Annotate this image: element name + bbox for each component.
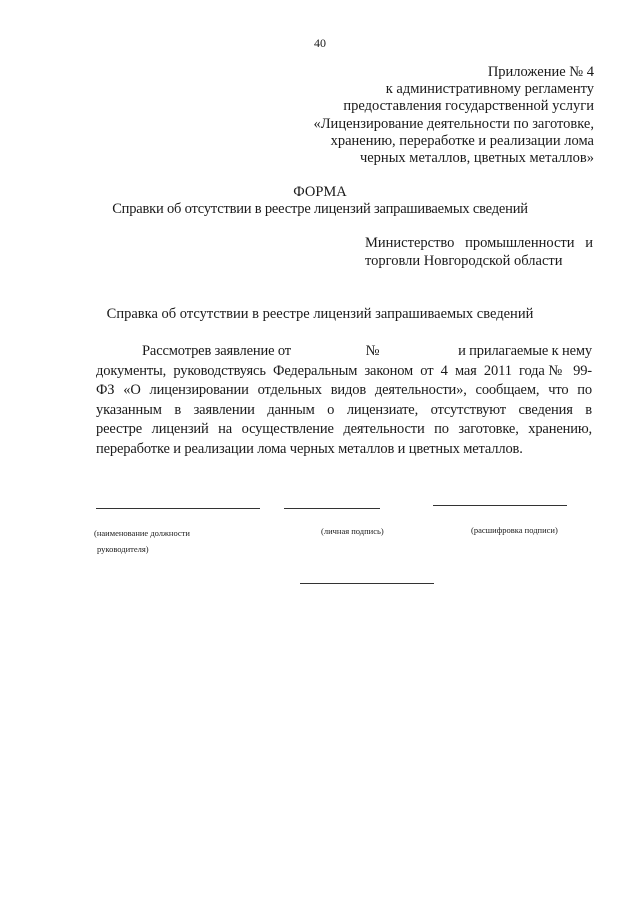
body-first-line	[96, 342, 592, 362]
signature-decoding-line	[433, 505, 567, 506]
position-signature-line	[96, 508, 260, 509]
body-line: переработке и реализации лома черных металлов и цветных металлов.	[96, 440, 523, 457]
form-title: ФОРМА	[293, 184, 347, 200]
appendix-line: предоставления государственной услуги	[343, 98, 594, 115]
body-line: ФЗ «О лицензировании отдельных видов деятельности», сообщаем, что по	[96, 382, 592, 399]
number-sign: №	[365, 343, 380, 359]
body-text-fragment: и прилагаемые к нему	[458, 343, 592, 359]
decoding-caption: (расшифровка подписи)	[471, 525, 558, 535]
appendix-line: к административному регламенту	[385, 81, 594, 98]
body-line: документы, руководствуясь Федеральным законом от 4 мая 2011 года№ 99-	[96, 362, 592, 379]
addressee-word: Министерство	[365, 235, 455, 251]
body-text-fragment: Рассмотрев заявление от	[142, 343, 291, 359]
document-heading: Справка об отсутствии в реестре лицензий запрашиваемых сведений	[106, 306, 534, 322]
body-line: указанным в заявлении данным о лицензиате, отсутствуют сведения в	[96, 401, 592, 418]
body-paragraph	[96, 342, 592, 460]
addressee-block	[365, 234, 593, 270]
page-number: 40	[314, 36, 326, 50]
appendix-header	[234, 64, 594, 167]
addressee-word: и	[585, 235, 593, 251]
addressee-line-1	[365, 234, 593, 252]
form-subtitle: Справки об отсутствии в реестре лицензий запрашиваемых сведений	[112, 201, 528, 217]
appendix-line: хранению, переработке и реализации лома	[330, 132, 594, 149]
body-line: реестре лицензий на осуществление деятельности по заготовке, хранению,	[96, 421, 592, 438]
addressee-line-2: торговли Новгородской области	[365, 253, 563, 269]
position-caption: (наименование должности	[94, 528, 190, 538]
position-caption-cont: руководителя)	[97, 544, 149, 554]
signature-caption: (личная подпись)	[321, 526, 384, 536]
appendix-line: черных металлов, цветных металлов»	[359, 150, 594, 167]
personal-signature-line	[284, 508, 380, 509]
addressee-word: промышленности	[465, 235, 575, 251]
appendix-line: Приложение № 4	[487, 64, 594, 80]
date-line	[300, 583, 434, 584]
appendix-line: «Лицензирование деятельности по заготовке,	[313, 115, 594, 132]
